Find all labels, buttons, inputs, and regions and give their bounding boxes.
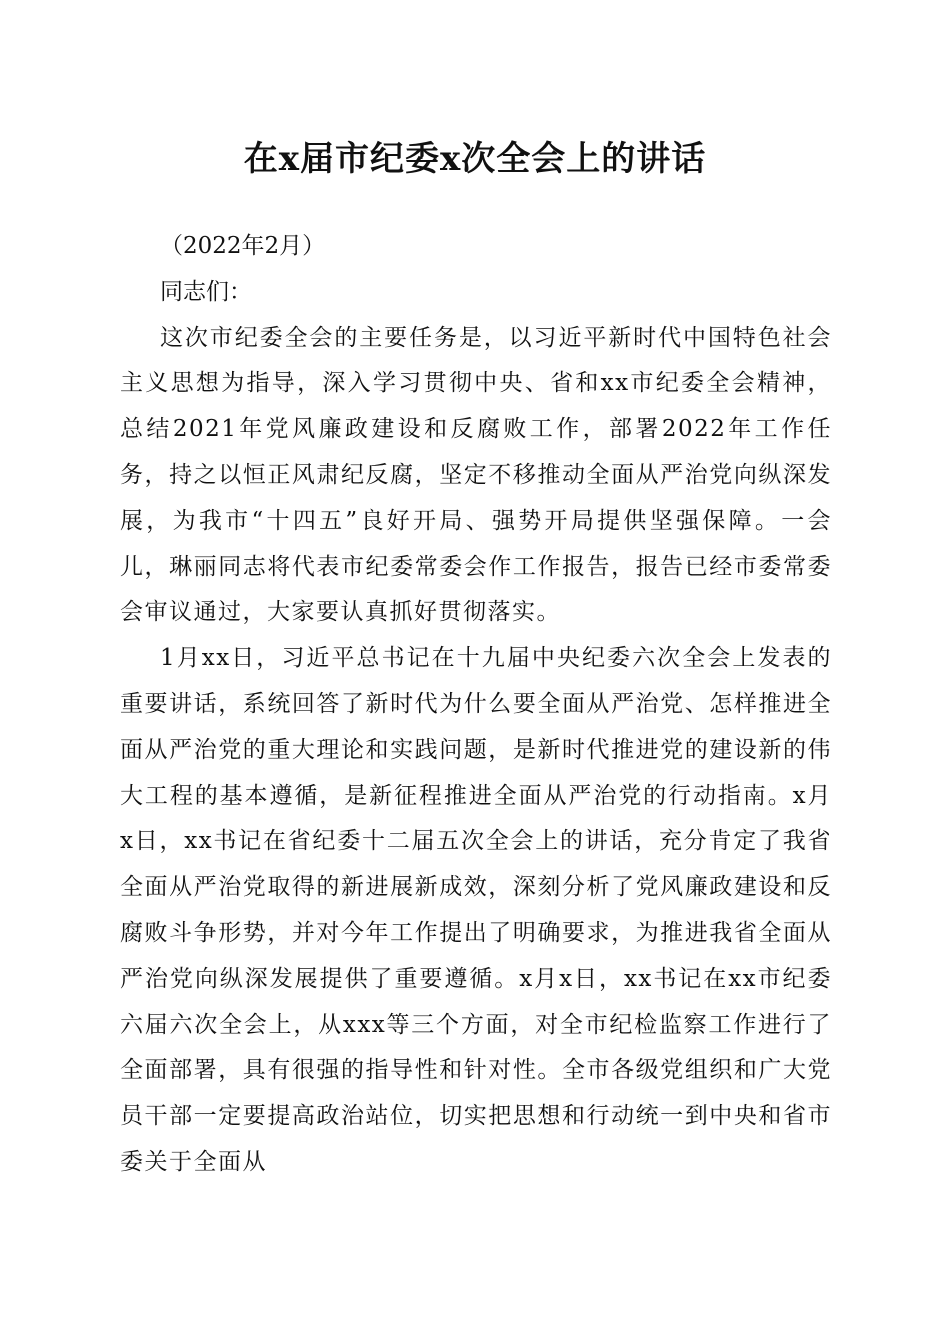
- document-title: 在x届市纪委x次全会上的讲话: [243, 139, 707, 179]
- salutation: 同志们：: [160, 278, 252, 305]
- speech-date: （2022年2月）: [160, 233, 326, 259]
- paragraph-1: 这次市纪委全会的主要任务是，以习近平新时代中国特色社会主义思想为指导，深入学习贯彻中央、省和xx市纪委全会精神，总结2021年党风廉政建设和反腐败工作，部署2022年工作任务，持之以恒正风肃纪反腐，坚定不移推动全面从严治党向纵深发展，为我市“十四五”良好开局、强势开局提供坚强保障。一会儿，琳丽同志将代表市纪委常委会作工作报告，报告已经市委常委会审议通过，大家要认真抓好贯彻落实。: [120, 324, 832, 626]
- document-body: [120, 224, 832, 1186]
- paragraph-2: 1月xx日，习近平总书记在十九届中央纪委六次全会上发表的重要讲话，系统回答了新时代为什么要全面从严治党、怎样推进全面从严治党的重大理论和实践问题，是新时代推进党的建设新的伟大工程的基本遵循，是新征程推进全面从严治党的行动指南。x月x日，xx书记在省纪委十二届五次全会上的讲话，充分肯定了我省全面从严治党取得的新进展新成效，深刻分析了党风廉政建设和反腐败斗争形势，并对今年工作提出了明确要求，为推进我省全面从严治党向纵深发展提供了重要遵循。x月x日，xx书记在xx市纪委六届六次全会上，从xxx等三个方面，对全市纪检监察工作进行了全面部署，具有很强的指导性和针对性。全市各级党组织和广大党员干部一定要提高政治站位，切实把思想和行动统一到中央和省市委关于全面从: [120, 645, 832, 1175]
